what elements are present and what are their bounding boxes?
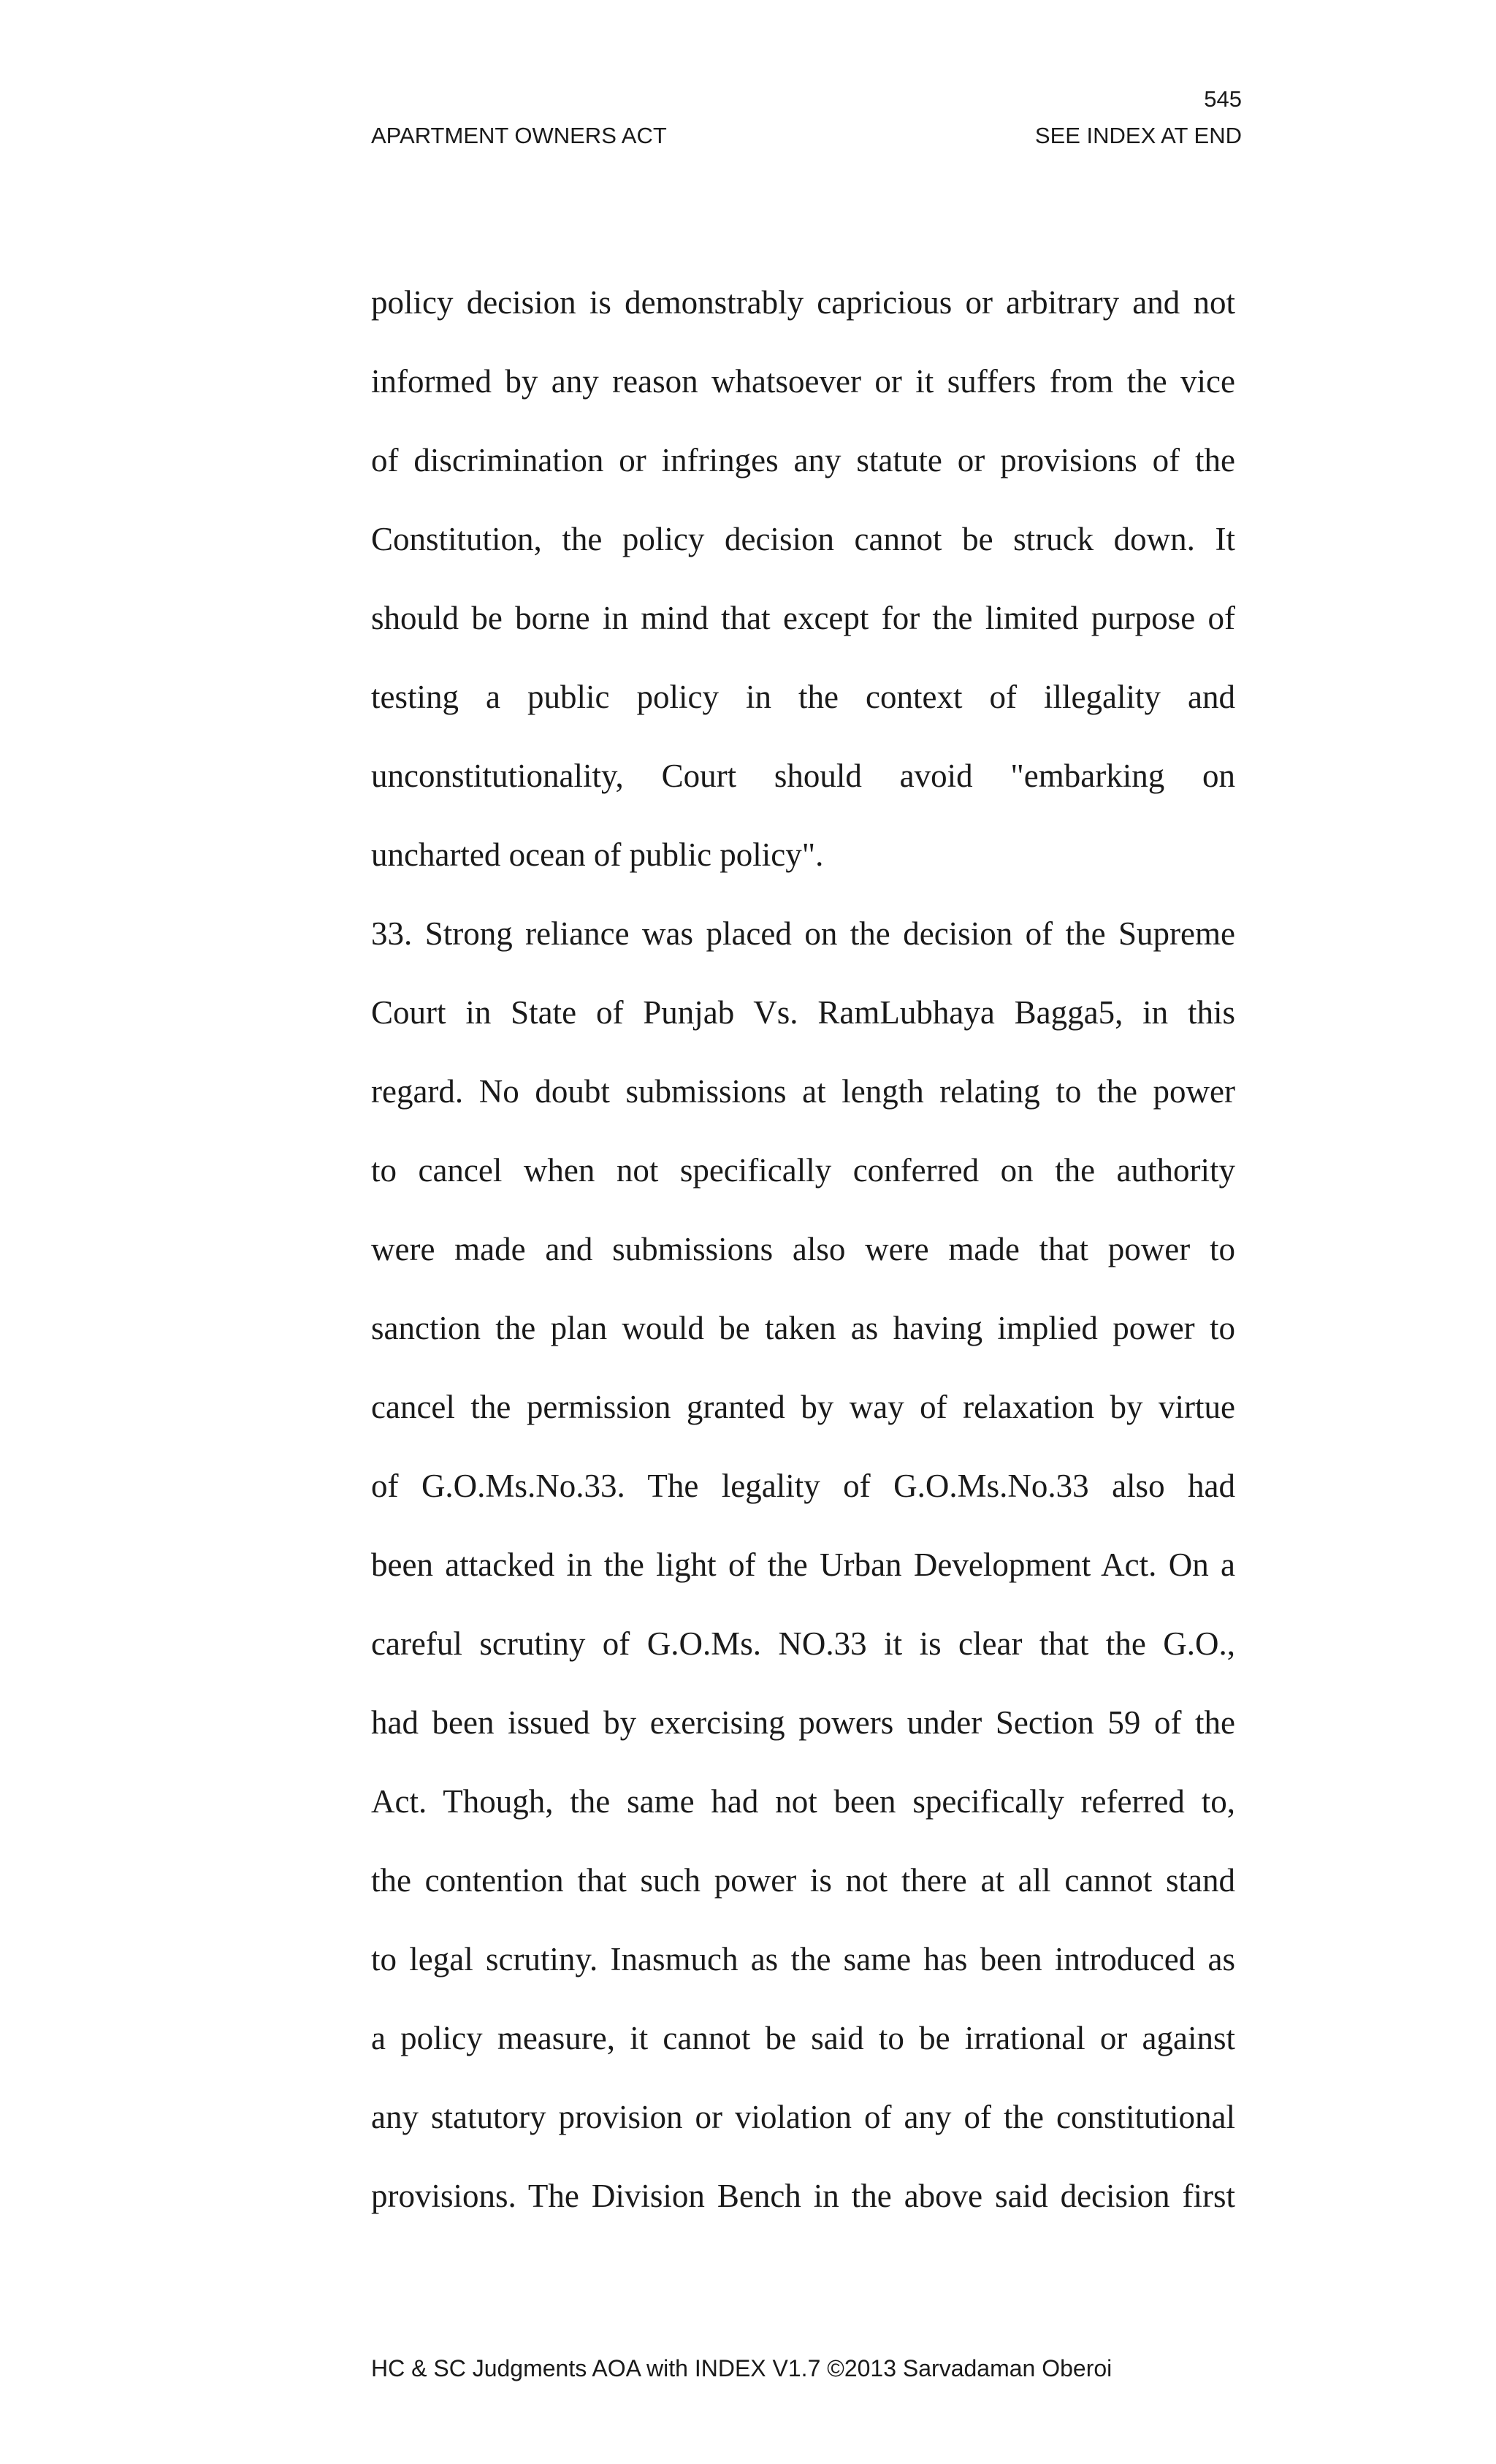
body-line: Constitution, the policy decision cannot be struck down. It	[371, 521, 1235, 557]
body-line: cancel the permission granted by way of relaxation by virtue	[371, 1389, 1235, 1425]
body-line: informed by any reason whatsoever or it suffers from the vice	[371, 363, 1235, 400]
running-header-title: APARTMENT OWNERS ACT	[371, 123, 667, 148]
body-text	[371, 263, 1235, 2235]
body-line: to legal scrutiny. Inasmuch as the same has been introduced as	[371, 1941, 1235, 1977]
page-footer: HC & SC Judgments AOA with INDEX V1.7 ©2013 Sarvadaman Oberoi	[371, 2355, 1113, 2381]
body-line: Court in State of Punjab Vs. RamLubhaya Bagga5, in this	[371, 994, 1235, 1031]
body-line: uncharted ocean of public policy".	[371, 836, 824, 873]
body-line: to cancel when not specifically conferred on the authority	[371, 1152, 1235, 1189]
running-header-index-note: SEE INDEX AT END	[1034, 123, 1242, 148]
body-line: sanction the plan would be taken as having implied power to	[371, 1310, 1235, 1346]
body-line: careful scrutiny of G.O.Ms. NO.33 it is clear that the G.O.,	[371, 1625, 1235, 1662]
body-line: the contention that such power is not there at all cannot stand	[371, 1862, 1235, 1899]
body-line: Act. Though, the same had not been specifically referred to,	[371, 1783, 1235, 1820]
page-number: 545	[1204, 86, 1242, 112]
body-line: any statutory provision or violation of any of the constitutional	[371, 2099, 1235, 2135]
body-line: had been issued by exercising powers under Section 59 of the	[371, 1704, 1235, 1741]
body-line: should be borne in mind that except for the limited purpose of	[371, 600, 1235, 636]
body-line: policy decision is demonstrably capricious or arbitrary and not	[371, 284, 1235, 321]
body-line: provisions. The Division Bench in the above said decision first	[371, 2178, 1235, 2214]
body-line: a policy measure, it cannot be said to be irrational or against	[371, 2020, 1235, 2056]
body-line: been attacked in the light of the Urban Development Act. On a	[371, 1546, 1235, 1583]
body-line: of discrimination or infringes any statute or provisions of the	[371, 442, 1235, 478]
body-line: were made and submissions also were made that power to	[371, 1231, 1235, 1267]
body-line: of G.O.Ms.No.33. The legality of G.O.Ms.No.33 also had	[371, 1468, 1235, 1504]
body-line: 33. Strong reliance was placed on the decision of the Supreme	[371, 915, 1235, 952]
body-line: unconstitutionality, Court should avoid "embarking on	[371, 758, 1235, 794]
body-line: regard. No doubt submissions at length relating to the power	[371, 1073, 1235, 1110]
body-line: testing a public policy in the context of illegality and	[371, 679, 1235, 715]
